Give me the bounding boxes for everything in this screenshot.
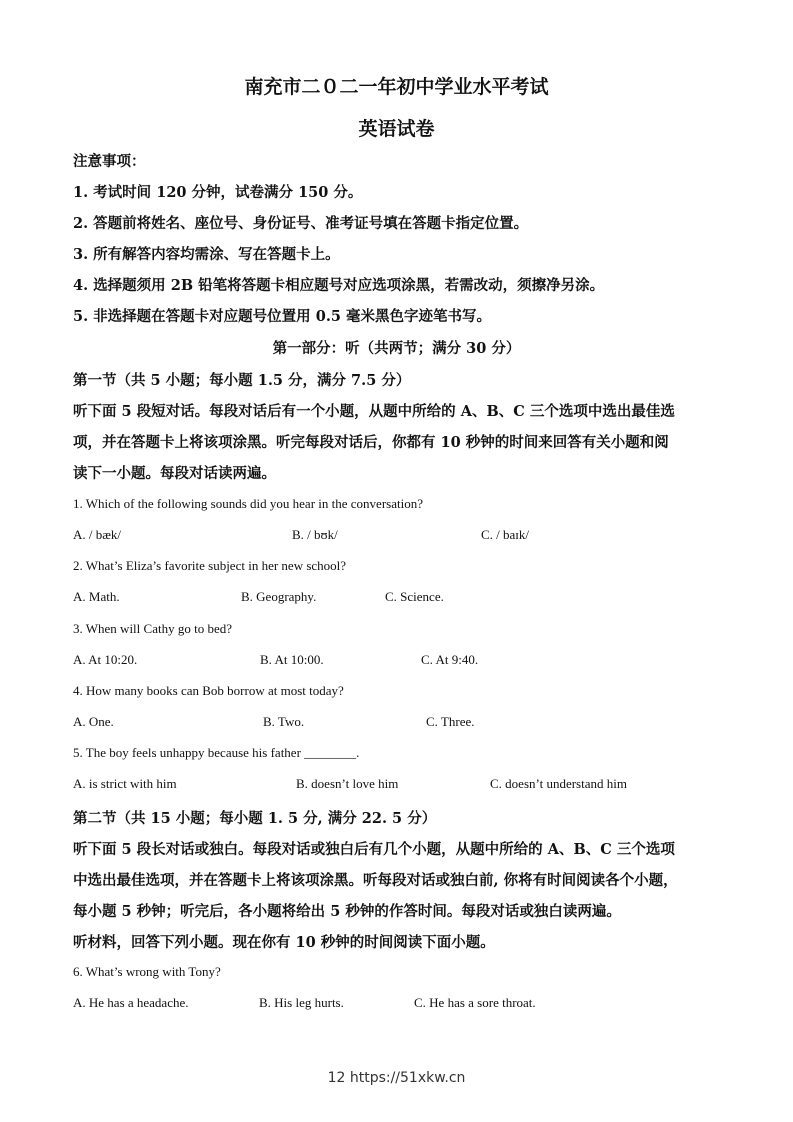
section1-heading: 第一节（共 5 小题；每小题 1.5 分，满分 7.5 分） (73, 372, 411, 389)
notes-heading: 注意事项： (73, 153, 146, 170)
section1-instruction: 读下一小题。每段对话读两遍。 (73, 465, 276, 482)
part1-heading: 第一部分：听（共两节；满分 30 分） (272, 340, 521, 357)
section2-instruction: 中选出最佳选项，并在答题卡上将该项涂黑。听每段对话或独白前, 你将有时间阅读各个小题， (73, 872, 678, 889)
section1-instruction: 听下面 5 段短对话。每段对话后有一个小题，从题中所给的 A、B、C 三个选项中选出最佳选 (73, 403, 675, 420)
option-b: B. doesn’t love him (296, 776, 399, 791)
question-stem: 5. The boy feels unhappy because his father ________. (73, 745, 360, 760)
section2-instruction: 每小题 5 秒钟；听完后，各小题将给出 5 秒钟的作答时间。每段对话或独白读两遍。 (73, 903, 621, 920)
section1-instruction: 项，并在答题卡上将该项涂黑。听完每段对话后，你都有 10 秒钟的时间来回答有关小题和阅 (73, 434, 669, 451)
note-item: 3. 所有解答内容均需涂、写在答题卡上。 (73, 246, 340, 263)
option-c: C. At 9:40. (421, 652, 479, 667)
question-stem: 6. What’s wrong with Tony? (73, 964, 221, 979)
option-b: B. Geography. (241, 589, 317, 604)
exam-subtitle: 英语试卷 (358, 118, 435, 140)
question-stem: 4. How many books can Bob borrow at most today? (73, 683, 344, 698)
option-a: A. One. (73, 714, 114, 729)
section2-heading: 第二节（共 15 小题；每小题 1. 5 分, 满分 22. 5 分） (73, 810, 437, 827)
question-stem: 1. Which of the following sounds did you hear in the conversation? (73, 496, 423, 511)
option-c: C. / baɪk/ (481, 527, 530, 542)
option-b: B. His leg hurts. (259, 995, 344, 1010)
option-b: B. At 10:00. (260, 652, 324, 667)
page-footer: 12 https://51xkw.cn (327, 1070, 466, 1086)
option-b: B. / bʊk/ (292, 527, 338, 542)
question-stem: 3. When will Cathy go to bed? (73, 621, 232, 636)
question-stem: 2. What’s Eliza’s favorite subject in her new school? (73, 558, 347, 573)
section2-instruction: 听下面 5 段长对话或独白。每段对话或独白后有几个小题，从题中所给的 A、B、C 三个选项 (73, 841, 675, 858)
option-c: C. doesn’t understand him (490, 776, 627, 791)
option-a: A. Math. (73, 589, 120, 604)
note-item: 4. 选择题须用 2B 铅笔将答题卡相应题号对应选项涂黑，若需改动，须擦净另涂。 (73, 277, 605, 294)
note-item: 5. 非选择题在答题卡对应题号位置用 0.5 毫米黑色字迹笔书写。 (73, 308, 492, 325)
material-prompt: 听材料，回答下列小题。现在你有 10 秒钟的时间阅读下面小题。 (73, 934, 495, 951)
option-b: B. Two. (263, 714, 305, 729)
option-a: A. At 10:20. (73, 652, 138, 667)
option-a: A. / bæk/ (73, 527, 122, 542)
option-c: C. He has a sore throat. (414, 995, 536, 1010)
option-c: C. Science. (385, 589, 444, 604)
exam-title: 南充市二０二一年初中学业水平考试 (244, 76, 549, 98)
note-item: 2. 答题前将姓名、座位号、身份证号、准考证号填在答题卡指定位置。 (73, 215, 529, 232)
option-c: C. Three. (426, 714, 475, 729)
option-a: A. is strict with him (73, 776, 177, 791)
option-a: A. He has a headache. (73, 995, 189, 1010)
note-item: 1. 考试时间 120 分钟，试卷满分 150 分。 (73, 184, 363, 201)
